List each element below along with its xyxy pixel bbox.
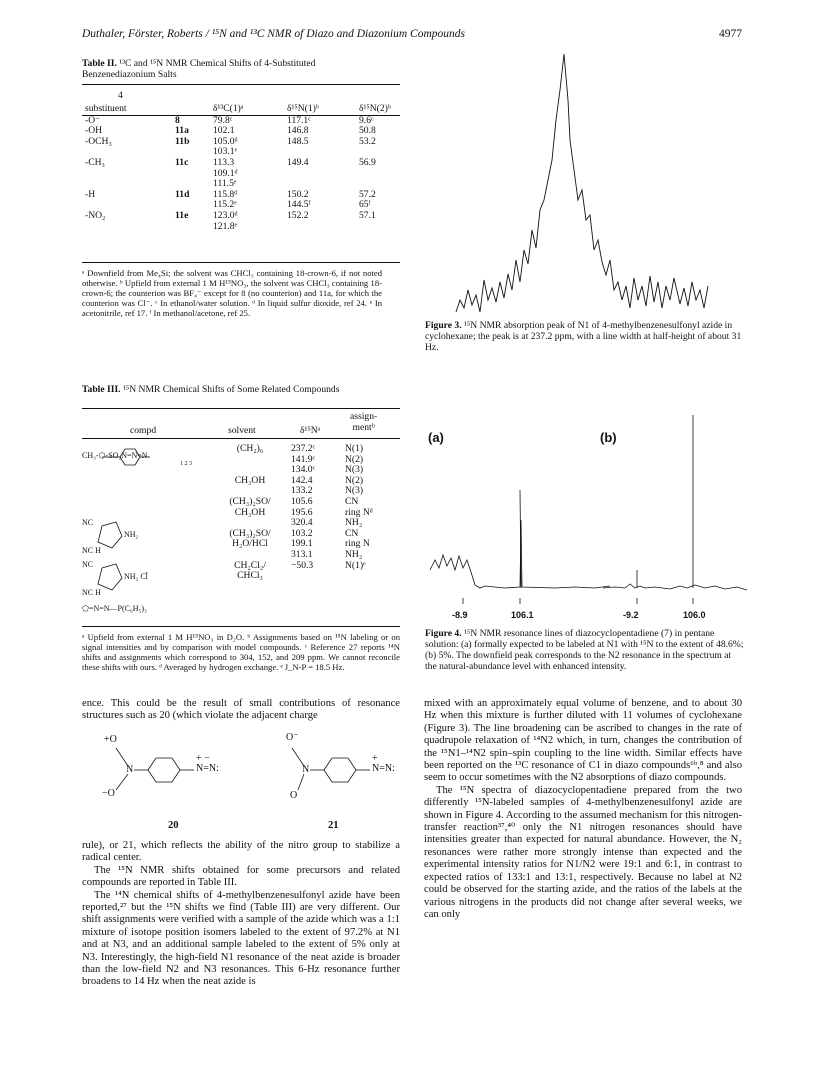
table2-row [82, 169, 400, 180]
table3-col-assignment: assign- mentᵇ [350, 411, 378, 433]
table3-cell: (CH₃)₂SO/ [229, 527, 271, 539]
table3-col-shift: δ¹⁵Nᵃ [300, 425, 321, 436]
table3-cell: 195.6 [291, 506, 313, 518]
table2-col: δ¹⁵N(1)ᵇ [287, 103, 319, 114]
figure4-panel-a-label: (a) [428, 430, 444, 445]
table2-cell: -O⁻ [85, 114, 101, 126]
table3-cell [212, 455, 288, 466]
table2-row [82, 137, 400, 148]
table2-cell: 11e [175, 209, 189, 221]
table2 [82, 104, 400, 232]
table3-cell: N(2) [345, 453, 364, 465]
table3-cell: CN [345, 527, 359, 539]
figure4-text: ¹⁵N NMR resonance lines of diazocyclopentadiene (7) in pentane solution: (a) formally expected to be labeled at N1 with ¹⁵N to the extent of 48.6%; (b) 5%. The downfield peak corresponds to the N2 resonance in the spectrum at the natural-abundance level with enhanced intensity. [425, 628, 744, 672]
table3-cell: N(1)ᵉ [345, 559, 366, 571]
table3-cell: CH₃OH [234, 474, 266, 486]
structure-aminoimidazole-drawing [82, 518, 212, 556]
structure-imidazolium [82, 560, 212, 598]
table2-row [82, 158, 400, 169]
table3-cell: (CH₃)₂SO/ [229, 495, 271, 507]
table2-row [82, 179, 400, 190]
table2-cell: 11c [175, 156, 189, 168]
table3-cell: N(1) [345, 443, 364, 454]
body-right-para2: The ¹⁵N spectra of diazocyclopentadiene prepared from the two differently ¹⁵N-labeled samples of 4-methylbenzenesulfonyl azide are shown in Figure 4. According to the assumed mechanism for this nitrogen-transfer reaction³⁷,⁴⁰ only the N1 nitrogen resonances should have intensities greater than expected for natural abundance. However, the N₂ resonances were rather more strongly intense than expected and the experimental intensity ratios for N1/N2 were 19:1 and 6:1, in contrast to expected ratios of 133:1 and 13:1, respectively. Because no label at N2 could be observed for the starting azide, and the ratios of the labels at the various nitrogens in the products did not change after several weeks, we can only [424, 784, 742, 920]
table3-col-solvent: solvent [228, 425, 256, 436]
table2-row [82, 200, 400, 211]
table3-cell: 103.2 [291, 527, 313, 539]
structure-tosyl-azide-numbers: 1 2 3 [180, 461, 192, 467]
structure-imidazolium-nh2: NH₂ Cl̄ [124, 572, 148, 581]
structure-20-nn: + − N=N: [196, 753, 219, 774]
figure4-panel-b-label: (b) [600, 430, 617, 445]
table3-cell: (CH₂)₆ [236, 443, 264, 454]
table3-cell: 237.2ᶜ [291, 443, 316, 454]
structure-imidazolium-nch: NC H [82, 588, 101, 597]
table2-row [82, 211, 400, 222]
table2-col: δ¹³C(1)ᵃ [213, 103, 244, 114]
table2-cell: 152.2 [287, 209, 309, 221]
table2-cell [356, 169, 400, 180]
structure-imidazolium-nc: NC [82, 560, 94, 569]
table2-row [82, 147, 400, 158]
figure4-a-baseline [430, 520, 610, 588]
table3-cell: 134.0ᶜ [291, 464, 316, 476]
figure4-b-tick-label: 106.0 [683, 610, 706, 620]
table3-cell: CH₃OH [234, 506, 266, 518]
body-left-text [82, 840, 400, 989]
figure3-trace [456, 54, 708, 312]
table2-title: ¹³C and ¹⁵N NMR Chemical Shifts of 4-Substituted Benzenediazonium Salts [82, 58, 316, 80]
table2-cell [356, 222, 400, 233]
table2-cell: 105.0ᵈ [213, 135, 238, 147]
structure-21-bottom: O [290, 790, 298, 801]
figure3-spectrum [448, 50, 748, 315]
figure4-caption [425, 628, 745, 672]
table3-cell: H₂O/HCl [232, 538, 268, 550]
table2-cell: 102.1 [213, 125, 235, 137]
table2-cell: 149.4 [287, 156, 309, 168]
table3-cell: CHCl₃ [237, 570, 263, 582]
table2-cell [172, 169, 210, 180]
table2-cell: 65ᶠ [359, 199, 371, 211]
table2-cell: -H [85, 188, 96, 200]
table2-cell: -OCH₃ [85, 135, 112, 147]
table2-cell: 121.8ᵉ [213, 220, 238, 232]
table3-title: ¹⁵N NMR Chemical Shifts of Some Related Compounds [122, 384, 340, 395]
table2-col: δ¹⁵N(2)ᵇ [359, 103, 391, 114]
structure-aminoimidazole-nch: NC H [82, 546, 101, 555]
figure3-text: ¹⁵N NMR absorption peak of N1 of 4-methylbenzenesulfonyl azide in cyclohexane; the peak is at 237.2 ppm, with a line width at half-height of about 31 Hz. [425, 320, 742, 353]
table2-cell: 11a [175, 125, 189, 137]
table2-row [82, 190, 400, 201]
figure3-label: Figure 3. [425, 320, 462, 331]
structure-21-nn: + N=N: [372, 753, 395, 774]
table2-col [172, 104, 210, 115]
table3-cell: N(3) [345, 464, 364, 476]
body-left-para1: ence. This could be the result of small contributions of resonance structures such as 20 (which violate the adjacent charge [82, 698, 400, 722]
table2-cell: 11b [175, 135, 190, 147]
table3-cell: ring N [345, 538, 370, 550]
table3-row [212, 497, 400, 508]
figure4-a-tick-label: 106.1 [511, 610, 534, 620]
table3-cell: 199.1 [291, 538, 313, 550]
structure-21-label: 21 [328, 820, 339, 831]
table2-cell: -CH₃ [85, 156, 105, 168]
table2-cell: 115.8ᵈ [213, 188, 238, 200]
table3-cell: 105.6 [291, 495, 313, 507]
table3-cell: 142.4 [291, 474, 313, 486]
body-left-para2: rule), or 21, which reflects the ability of the nitro group to stabilize a radical center. [82, 840, 400, 864]
table3-cell: CH₂Cl₂/ [234, 559, 266, 571]
table2-cell: 109.1ᵈ [213, 167, 238, 179]
table3 [212, 444, 400, 582]
table3-row [212, 571, 400, 582]
table2-cell: 146.8 [287, 125, 309, 137]
table2-cell: 150.2 [287, 188, 309, 200]
structures-20-21-drawing [82, 728, 400, 838]
table3-cell [212, 550, 288, 561]
structure-20-n: N [126, 764, 134, 775]
table2-cell: 103.1ᵉ [213, 146, 238, 158]
structure-20-top: +O [104, 734, 117, 745]
figure3-caption [425, 320, 745, 353]
page-number: 4977 [719, 28, 742, 40]
table2-cell: 144.5ᶠ [287, 199, 311, 211]
running-title: Duthaler, Förster, Roberts / ¹⁵N and ¹³C NMR of Diazo and Diazonium Compounds [82, 28, 465, 40]
table2-cell: 57.2 [359, 188, 376, 200]
figure4-spectra [425, 410, 750, 640]
table3-cell: N(2) [345, 474, 364, 486]
table3-rule-top [82, 408, 400, 409]
table2-cell [284, 222, 356, 233]
table2-row [82, 126, 400, 137]
table3-row [212, 444, 400, 455]
table3-cell: NH₂ [345, 517, 363, 529]
table2-cell: 79.8ᶜ [213, 114, 233, 126]
table2-cell [284, 169, 356, 180]
table2-cell [82, 169, 172, 180]
table3-col-compd: compd [130, 425, 157, 436]
table3-rule-mid [82, 438, 400, 439]
table3-cell: 133.2 [291, 485, 313, 497]
table2-cell: 115.2ᵉ [213, 199, 237, 211]
table2-footnote: ᵃ Downfield from Me₄Si; the solvent was CHCl₃ containing 18-crown-6, if not noted otherwise. ᵇ Upfield from external 1 M H¹⁵NO₃, the solvent was CHCl₃ containing 18-crown-6; the counterion was BF₄⁻ except for 8 (no counterion) and 11a, for which the counterion was Cl⁻. ᶜ In ethanol/water solution. ᵈ In liquid sulfur dioxide, ref 24. ᵉ In acetonitrile, ref 17. ᶠ In methanol/acetone, ref 25. [82, 268, 382, 318]
body-left-para4: The ¹⁴N chemical shifts of 4-methylbenzenesulfonyl azide have been reported,²⁷ but the ¹⁵N shifts we find (Table III) are very different. Our shift assignments were verified with a sample of the azide which was a 1:1 mixture of isotope position isomers labeled to the extent of 97.2% at N1 and at N3, and an additional sample labeled to the extent of 5% only at N3. Interestingly, the high-field N1 resonance of the neat azide is broader than the low-field N2 and N3 resonances. This 6-Hz resonance further broadens to 14 Hz when the neat azide is [82, 889, 400, 988]
running-header [82, 28, 742, 40]
table2-cell: 56.9 [359, 156, 376, 168]
table3-row [212, 550, 400, 561]
table2-cell: 117.1ᶜ [287, 114, 311, 126]
body-left-para3: The ¹⁵N NMR shifts obtained for some precursors and related compounds are reported in Table III. [82, 864, 400, 889]
table2-cell: 9.6ᶜ [359, 114, 374, 126]
table3-cell: 313.1 [291, 548, 313, 560]
table2-row [82, 222, 400, 233]
table3-footnote: ᵃ Upfield from external 1 M H¹⁵NO₃ in D₂O. ᵇ Assignments based on ¹⁵N labeling or on signal intensities and by comparison with model compounds. ᶜ Reference 27 reports ¹⁴N shifts and assignments which correspond to 304, 152, and 209 ppm. We cannot reconcile these shifts with ours. ᵈ Averaged by hydrogen exchange. ᵉ J_N-P = 18.5 Hz. [82, 632, 400, 672]
table2-cell: 113.3 [213, 156, 235, 168]
table2-cell [82, 222, 172, 233]
table2-caption [82, 58, 382, 80]
table3-caption [82, 384, 382, 395]
table3-cell [288, 571, 342, 582]
table2-cell: 50.8 [359, 125, 376, 137]
structure-20-bottom: −O [102, 788, 115, 799]
figure4-a-tick-label: -8.9 [452, 610, 468, 620]
structure-20-label: 20 [168, 820, 179, 831]
table2-rule-top [82, 84, 400, 85]
structures-20-21 [82, 728, 400, 838]
table2-col: substituent [85, 103, 127, 114]
table2-cell: 11d [175, 188, 190, 200]
body-right-para1: mixed with an approximately equal volume of benzene, and to about 30 Hz when this mixture is further diluted with 11 volumes of cyclohexane (Figure 3). The line broadening can be ascribed to changes in the rate of quadrupole relaxation of ¹⁴N2 which, in turn, changes the contribution of the ¹⁵N1–¹⁴N2 spin–spin coupling to the line width. Similar effects have been reported on the ¹³C resonance of C1 in diazo compounds⁶ᵇ,⁸ and also seem to occur sometimes with the N2 absorptions of diazo compounds. [424, 698, 742, 784]
structure-21-n: N [302, 764, 310, 775]
table2-label: Table II. [82, 58, 117, 69]
structure-aminoimidazole-nh2: NH₂ [124, 530, 139, 539]
table2-group-header: 4 [118, 90, 123, 101]
table2-cell: 123.0ᵈ [213, 209, 238, 221]
structure-phosphazine: ⬠=N=N—P(C₆H₅)₃ [82, 604, 147, 613]
figure4-b-baseline [603, 584, 747, 590]
structure-aminoimidazole [82, 518, 212, 556]
table2-header-row [82, 104, 400, 115]
table3-cell: CN [345, 495, 359, 507]
table2-cell: 8 [175, 114, 180, 126]
table2-cell: 111.5ᵉ [213, 178, 237, 190]
table3-cell: NH₂ [345, 548, 363, 560]
body-right-text [424, 698, 742, 921]
table2-cell [172, 222, 210, 233]
table2-cell: 53.2 [359, 135, 376, 147]
figure4-b-tick-label: -9.2 [623, 610, 639, 620]
table3-label: Table III. [82, 384, 121, 395]
structure-aminoimidazole-nc: NC [82, 518, 94, 527]
table3-rule-bottom [82, 626, 400, 627]
table3-cell: −50.3 [291, 559, 314, 571]
table3-cell: 320.4 [291, 517, 313, 529]
table2-cell: 57.1 [359, 209, 376, 221]
figure4-label: Figure 4. [425, 628, 462, 639]
table2-cell: -OH [85, 125, 103, 137]
structure-tosyl-azide-label: CH₃-⬡-SO₂N=N=N [82, 451, 148, 460]
table2-rule-bottom [82, 262, 400, 263]
table3-cell: 141.9ᶜ [291, 453, 316, 465]
table2-row [82, 115, 400, 126]
table2-cell: -NO₂ [85, 209, 106, 221]
table2-cell [82, 179, 172, 190]
structure-21-top: O⁻ [286, 732, 299, 743]
table3-cell: ring Nᵈ [345, 506, 373, 518]
table3-cell: N(3) [345, 485, 364, 497]
structure-tosyl-azide [82, 446, 212, 468]
table3-cell [342, 571, 400, 582]
table2-cell: 148.5 [287, 135, 309, 147]
